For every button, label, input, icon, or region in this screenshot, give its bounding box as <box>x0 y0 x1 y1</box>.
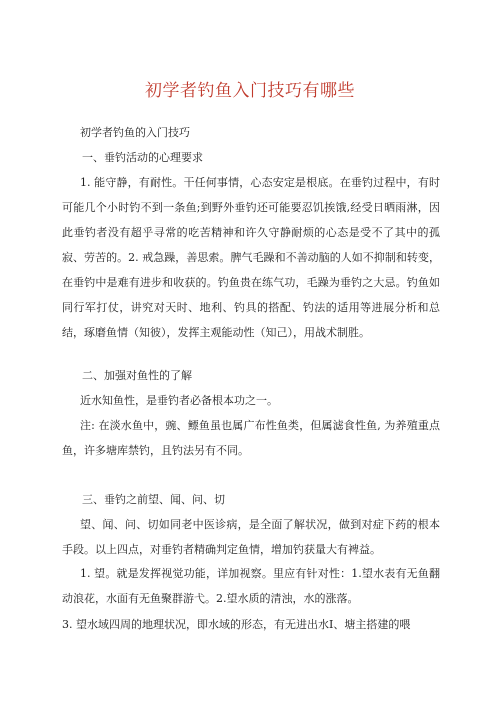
section-3-paragraph-2: 1. 望。就是发挥视觉功能，详加视察。里应有针对性：1.望水表有无鱼翻动浪花，水面有无鱼聚群游弋。2.望水质的清浊，水的涨落。 <box>62 567 440 605</box>
section-3-paragraph-3: 3. 望水域四周的地理状况，即水域的形态，有无进出水Ⅰ、塘主搭建的喂 <box>62 618 411 631</box>
section-heading-3: 三、垂钓之前望、闻、问、切 <box>82 493 225 506</box>
section-heading-1: 一、垂钓活动的心理要求 <box>82 151 203 164</box>
document-subtitle: 初学者钓鱼的入门技巧 <box>80 126 190 139</box>
document-title: 初学者钓鱼入门技巧有哪些 <box>145 81 355 101</box>
section-2-paragraph-1: 近水知鱼性，是垂钓者必备根本功之一。 <box>80 394 278 407</box>
section-3-paragraph-1: 望、闻、问、切如同老中医诊病，是全面了解状况，做到对症下药的根本手段。以上四点，对垂钓者精确判定鱼情，增加钓获量大有裨益。 <box>62 518 440 556</box>
section-heading-2: 二、加强对鱼性的了解 <box>82 369 192 382</box>
section-2-paragraph-2: 注: 在淡水鱼中，豌、鳔鱼虽也属广布性鱼类，但属滤食性鱼, 为养殖重点鱼，许多塘库禁钓，且钓法另有不同。 <box>62 419 440 457</box>
section-1-paragraph: 1. 能守静，有耐性。干任何事情，心态安定是根底。在垂钓过程中，有时可能几个小时钓不到一条鱼;到野外垂钓还可能要忍饥挨饿,经受日晒雨淋，因此垂钓者没有超乎寻常的吃苦精神和许久守静耐烦的心态是受不了其中的孤寂、劳苦的。2. 戒急躁，善思索。脾气毛躁和不善动脑的人如不抑制和转变，在垂钓中是难有进步和收获的。钓鱼贵在练气功，毛躁为垂钓之大忌。钓鱼如同行军打仗，讲究对天时、地利、钓具的搭配、钓法的适用等进展分析和总结，琢磨鱼情（知彼），发挥主观能动性（知己），用战术制胜。 <box>62 176 440 339</box>
